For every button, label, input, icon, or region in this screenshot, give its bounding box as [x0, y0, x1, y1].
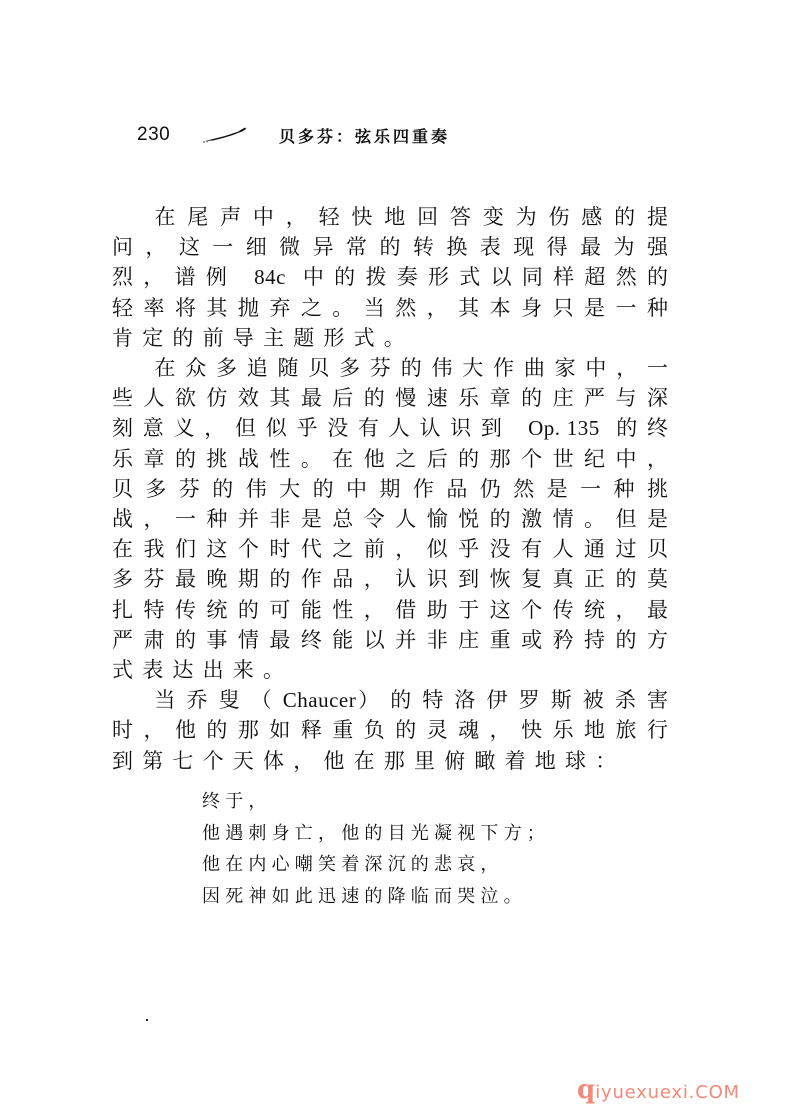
poem-line: 终于，	[202, 791, 272, 812]
paragraph-2	[112, 353, 677, 685]
poem-quotation	[202, 786, 550, 912]
paragraph-3	[112, 685, 677, 776]
page-number: 230	[137, 124, 171, 145]
text-run: 的终乐章的挑战性。在他之后的那个世纪中，贝多芬的伟大的中期作品仍然是一种挑战，一种并非是总令人愉悦的激情。但是在我们这个时代之前，似乎没有人通过贝多芬最晚期的作品，认识到恢复真正的莫扎特传统的可能性，借助于这个传统，最严肃的事情最终能以并非庄重或矜持的方式表达出来。	[112, 416, 678, 683]
text-run: 当乔叟（	[154, 688, 283, 713]
paragraph-1	[112, 202, 677, 353]
running-header	[137, 122, 450, 148]
body-text	[112, 202, 678, 776]
watermark	[577, 1075, 740, 1105]
text-run: 在众多追随贝多芬的伟大作曲家中，一些人欲仿效其最后的慢速乐章的庄严与深刻意义，但似乎没有人认识到	[112, 356, 678, 441]
quill-ornament-icon	[203, 127, 249, 143]
watermark-logo-letter: q	[577, 1075, 596, 1105]
author-name: Chaucer	[282, 688, 357, 713]
running-title: 贝多芬：弦乐四重奏	[279, 126, 451, 146]
scan-speck	[146, 1019, 148, 1021]
example-reference: 84c	[254, 265, 286, 290]
opus-reference: Op. 135	[528, 416, 600, 441]
text-run: 中的拨奏形式以同样超然的轻率将其抛弃之。当然，其本身只是一种肯定的前导主题形式。	[112, 265, 678, 350]
poem-line: 因死神如此迅速的降临而哭泣。	[202, 885, 527, 907]
text-run: ）的特洛伊罗斯被杀害时，他的那如释重负的灵魂，快乐地旅行到第七个天体，他在那里俯瞰着地球：	[112, 688, 678, 773]
poem-line: 他遇刺身亡，他的目光凝视下方；	[202, 822, 550, 844]
text-run: 在尾声中，轻快地回答变为伤感的提问，这一细微异常的转换表现得最为强烈，谱例	[112, 205, 678, 290]
poem-line: 他在内心嘲笑着深沉的悲哀，	[202, 854, 504, 875]
watermark-text: iyuexuexi.COM	[595, 1082, 740, 1103]
